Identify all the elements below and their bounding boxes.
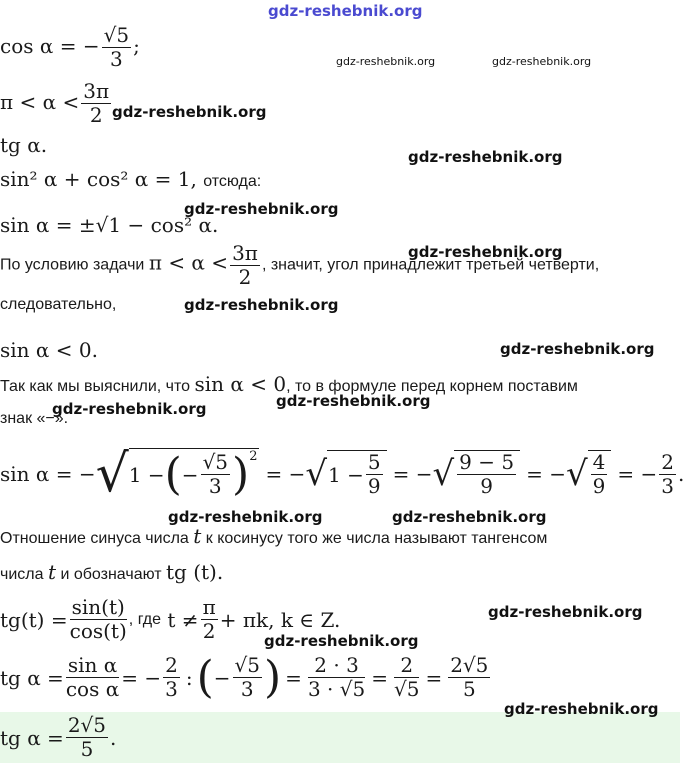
fraction [233, 654, 262, 701]
watermark: gdz-reshebnik.org [492, 55, 592, 68]
denominator: cos(t) [69, 619, 127, 643]
math-text: t ≠ [167, 607, 199, 632]
denominator: 3 · √5 [307, 677, 366, 701]
watermark: gdz-reshebnik.org [504, 700, 659, 718]
numerator: 2 [394, 654, 419, 678]
denominator: 9 [480, 474, 493, 498]
line-find: tg α. [0, 133, 48, 157]
watermark: gdz-reshebnik.org [408, 243, 563, 261]
math-text: : [185, 665, 193, 690]
numerator: 5 [367, 450, 381, 474]
line-sin-computation [0, 442, 684, 506]
text: , значит, угол принадлежит третьей четверти, [261, 256, 600, 274]
numerator: 2 [165, 653, 178, 677]
watermark: gdz-reshebnik.org [392, 508, 547, 526]
radicand [588, 450, 612, 498]
watermark: gdz-reshebnik.org [184, 200, 339, 218]
fraction [102, 24, 131, 71]
fraction [66, 654, 119, 701]
radicand [454, 450, 520, 498]
denominator: cos α [65, 677, 120, 701]
math-text: tg(t) = [0, 607, 68, 632]
watermark: gdz-reshebnik.org [112, 103, 267, 121]
fraction [66, 714, 108, 761]
math-text: cos α = − [0, 34, 100, 58]
math-text: = [425, 665, 443, 690]
line-sin-negative: sin α < 0. [0, 338, 98, 362]
math-text: sin α < 0 [194, 372, 287, 396]
numerator: 2 · 3 [308, 654, 365, 678]
fraction [591, 451, 608, 498]
math-text: 1 − [128, 462, 165, 487]
watermark: gdz-reshebnik.org [408, 148, 563, 166]
math-text: = − [121, 665, 162, 690]
math-text: . [110, 725, 117, 750]
fraction [70, 596, 127, 643]
fraction [457, 451, 516, 498]
text: По условию задачи [0, 256, 145, 274]
watermark: gdz-reshebnik.org [52, 400, 207, 418]
text: и обозначают [60, 566, 162, 583]
numerator: 2√5 [67, 713, 107, 737]
left-paren: ( [164, 449, 182, 500]
fraction [163, 654, 180, 701]
text: числа [0, 566, 44, 583]
denominator: 2 [238, 265, 252, 289]
math-text: π < α < [0, 90, 80, 114]
math-text: + πk, k ∈ Z. [219, 607, 341, 632]
watermark: gdz-reshebnik.org [500, 340, 655, 358]
numerator: 3π [83, 79, 110, 103]
fraction [659, 451, 676, 498]
numerator: 4 [592, 450, 606, 474]
denominator: 9 [367, 474, 381, 498]
math-text: 1 − [328, 462, 364, 487]
denominator: √5 [393, 677, 420, 701]
text: , где [128, 610, 162, 628]
line-given-range [0, 80, 113, 127]
math-text: = [371, 665, 388, 690]
fraction [308, 654, 365, 701]
watermark: gdz-reshebnik.org [184, 296, 339, 314]
denominator: 3 [208, 474, 222, 498]
math-text: t [47, 560, 57, 584]
fraction [394, 654, 419, 701]
denominator: 3 [661, 473, 674, 498]
numerator: 2 [661, 449, 674, 474]
denominator: 3 [165, 677, 178, 701]
numerator: 2√5 [450, 653, 489, 677]
fraction [366, 451, 383, 498]
answer-line [0, 714, 116, 761]
radical-sign: √ [432, 454, 455, 494]
math-text: sin² α + cos² α = 1, [0, 167, 197, 191]
radical-sign: √ [95, 444, 129, 504]
fraction [201, 451, 230, 498]
line-therefore: следовательно, [0, 296, 117, 313]
watermark: gdz-reshebnik.org [168, 508, 323, 526]
math-text: = − [265, 462, 306, 486]
text: к косинусу того же числа называют тангенсом [205, 530, 548, 547]
math-text: sin α = − [0, 462, 96, 486]
numerator: sin(t) [71, 595, 125, 619]
line-sin-formula: sin α = ±√1 − cos² α. [0, 213, 219, 237]
numerator: √5 [202, 450, 229, 474]
math-text: tg (t). [166, 560, 224, 584]
right-paren: ) [264, 652, 282, 703]
line-sign: знак «−». [0, 410, 69, 427]
text: отсюда: [203, 173, 262, 190]
watermark-top: gdz-reshebnik.org [268, 2, 423, 20]
watermark: gdz-reshebnik.org [488, 603, 643, 621]
line-condition [0, 242, 599, 289]
line-tan-computation [0, 652, 492, 703]
denominator: 3 [240, 677, 254, 701]
denominator: 9 [592, 474, 606, 498]
text: , то в формуле перед корнем поставим [286, 378, 578, 395]
math-text: = − [617, 462, 658, 486]
math-text: − [181, 462, 199, 487]
watermark: gdz-reshebnik.org [276, 392, 431, 410]
line-notation [0, 560, 223, 584]
line-given-cos [0, 24, 140, 71]
fraction [448, 654, 490, 701]
numerator: 9 − 5 [459, 450, 515, 474]
math-text: ; [133, 34, 140, 58]
math-text: π < α < [148, 250, 229, 275]
radical-sign: √ [305, 454, 328, 494]
numerator: √5 [103, 23, 130, 47]
radicand [327, 450, 387, 498]
math-text: = [285, 665, 302, 690]
radical-sign: √ [565, 454, 588, 494]
text: Отношение синуса числа [0, 530, 189, 547]
fraction [201, 596, 218, 643]
line-definition [0, 524, 547, 548]
denominator: 3 [109, 47, 123, 71]
fraction [230, 242, 260, 289]
denominator: 5 [80, 737, 94, 761]
watermark: gdz-reshebnik.org [264, 632, 419, 650]
right-paren: ) [232, 449, 250, 500]
denominator: 2 [202, 619, 216, 643]
denominator: 5 [462, 677, 476, 701]
math-text: − [213, 665, 231, 690]
math-text: tg α = [0, 725, 64, 750]
radicand [129, 448, 260, 500]
left-paren: ( [196, 652, 214, 703]
exponent: 2 [249, 449, 258, 464]
numerator: √5 [234, 653, 260, 677]
line-identity [0, 167, 261, 191]
math-text: . [677, 462, 684, 486]
numerator: 3π [232, 241, 258, 265]
math-text: tg α = [0, 665, 64, 690]
watermark: gdz-reshebnik.org [336, 55, 436, 68]
math-text: t [193, 524, 202, 548]
math-text: = − [526, 462, 566, 486]
line-explanation [0, 372, 578, 396]
fraction [81, 80, 111, 127]
text: Так как мы выяснили, что [0, 378, 191, 395]
numerator: π [202, 595, 216, 619]
line-tan-definition [0, 596, 340, 643]
denominator: 2 [89, 103, 103, 127]
math-text: = − [392, 462, 433, 486]
numerator: sin α [67, 653, 118, 677]
